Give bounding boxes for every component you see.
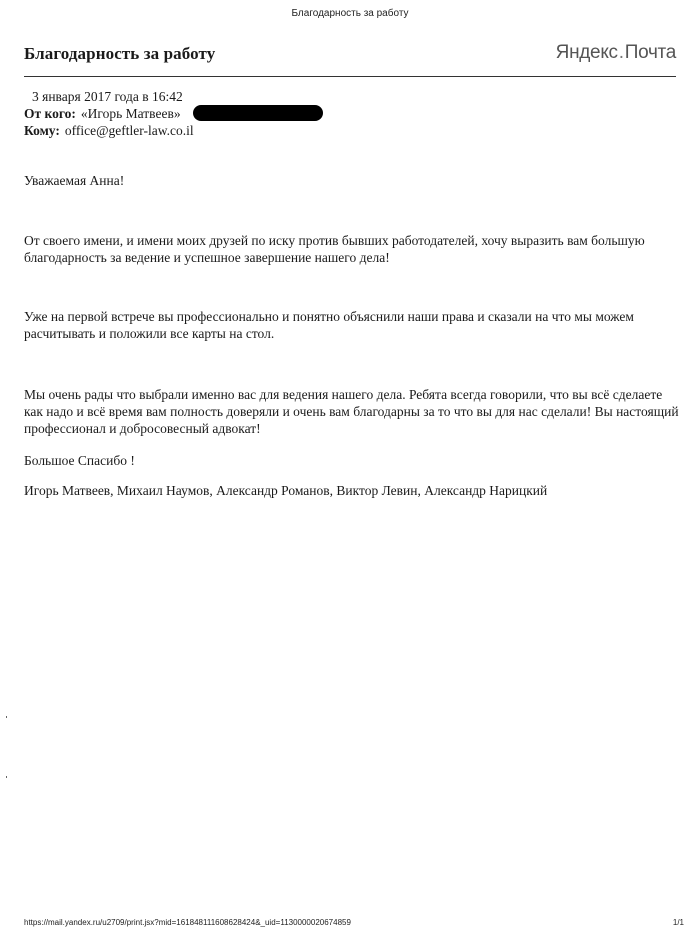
footer-url: https://mail.yandex.ru/u2709/print.jsx?mid=161848111608628424&_uid=1130000020674859 xyxy=(24,918,351,927)
redaction-mark xyxy=(193,105,323,121)
email-to-row xyxy=(24,122,323,139)
scan-speck xyxy=(6,716,7,718)
brand-product: Почта xyxy=(624,42,676,63)
scan-speck xyxy=(6,776,7,778)
email-date: 3 января 2017 года в 16:42 xyxy=(32,89,183,104)
email-title-bar xyxy=(24,40,676,77)
email-paragraph-3: Мы очень рады что выбрали именно вас для ведения нашего дела. Ребята всегда говорили, что вы всё сделаете как надо и всё время вам полность доверяли и очень вам благодарны за то что вы для нас сделали! Вы настоящий профессионал и добросовесный адвокат! xyxy=(24,387,679,436)
email-from-row xyxy=(24,105,323,122)
brand-name: Яндекс xyxy=(555,42,618,63)
email-closing: Большое Спасибо ! xyxy=(24,453,135,468)
email-subject: Благодарность за работу xyxy=(24,44,216,63)
print-header-title: Благодарность за работу xyxy=(291,8,409,19)
email-paragraph-2: Уже на первой встрече вы профессионально и понятно объяснили наши права и сказали на что мы можем расчитывать и положили все карты на стол. xyxy=(24,309,634,341)
to-value: office@geftler-law.co.il xyxy=(64,123,194,138)
email-paragraph-1: От своего имени, и имени моих друзей по иску против бывших работодателей, хочу выразить вам большую благодарность за ведение и успешное завершение нашего дела! xyxy=(24,233,645,265)
email-signatures: Игорь Матвеев, Михаил Наумов, Александр Романов, Виктор Левин, Александр Нарицкий xyxy=(24,483,548,498)
yandex-mail-logo xyxy=(556,42,676,64)
email-greeting: Уважаемая Анна! xyxy=(24,173,125,188)
footer-page-number: 1/1 xyxy=(672,918,684,927)
from-label: От кого: xyxy=(24,106,76,121)
to-label: Кому: xyxy=(24,123,60,138)
brand-dot: . xyxy=(618,42,624,63)
from-value: «Игорь Матвеев» xyxy=(80,106,181,121)
email-meta xyxy=(24,88,323,139)
